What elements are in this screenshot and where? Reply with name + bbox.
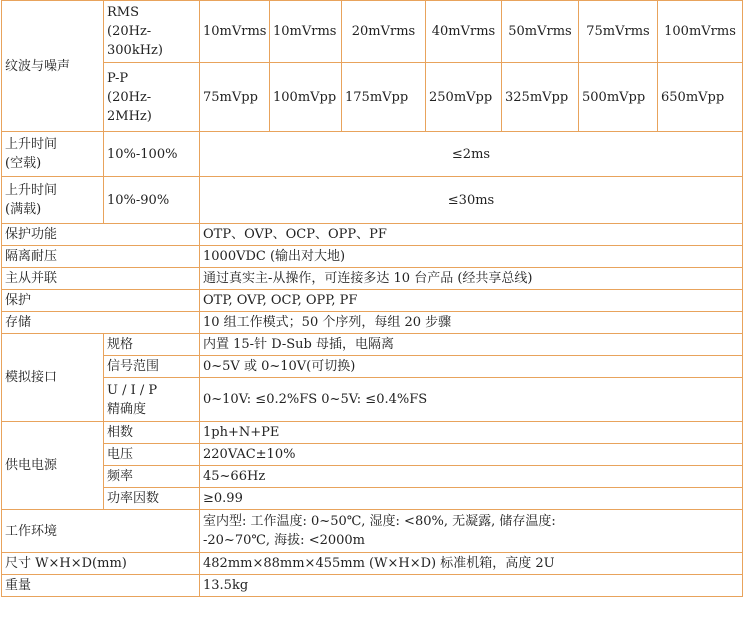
power-phase-label: 相数 (104, 422, 200, 444)
rms-label-line: 300kHz) (107, 43, 163, 58)
rms-label (104, 1, 200, 63)
pp-label-line: 2MHz) (107, 108, 152, 124)
analog-spec-value: 内置 15-针 D-Sub 母插，电隔离 (200, 334, 743, 356)
master-slave-value: 通过真实主-从操作，可连接多达 10 台产品 (经共享总线) (200, 268, 743, 290)
rms-label-line: RMS (107, 5, 140, 20)
spec-table (1, 0, 743, 597)
table-row (2, 466, 743, 488)
ripple-label: 纹波与噪声 (2, 1, 104, 132)
isolation-label: 隔离耐压 (2, 246, 200, 268)
analog-range-value: 0~5V 或 0~10V(可切换) (200, 356, 743, 378)
table-row (2, 246, 743, 268)
power-label: 供电电源 (2, 422, 104, 510)
pp-label-line: P-P (107, 70, 129, 86)
table-row (2, 488, 743, 510)
analog-accuracy-value: 0~10V: ≤0.2%FS 0~5V: ≤0.4%FS (200, 378, 743, 422)
protection-label: 保护 (2, 290, 200, 312)
rise-no-load-label (2, 132, 104, 177)
table-row (2, 575, 743, 597)
table-row (2, 510, 743, 553)
table-row (2, 1, 743, 63)
table-row (2, 63, 743, 132)
pp-value: 500mVpp (579, 63, 658, 132)
rms-value: 50mVrms (502, 1, 579, 63)
table-row (2, 422, 743, 444)
weight-value: 13.5kg (200, 575, 743, 597)
rise-no-load-range: 10%-100% (104, 132, 200, 177)
pp-label-line: (20Hz- (107, 89, 152, 105)
rise-no-load-value: ≤2ms (200, 132, 743, 177)
weight-label: 重量 (2, 575, 200, 597)
storage-label: 存储 (2, 312, 200, 334)
table-row (2, 444, 743, 466)
table-row (2, 553, 743, 575)
pp-label (104, 63, 200, 132)
analog-spec-label: 规格 (104, 334, 200, 356)
rms-value: 75mVrms (579, 1, 658, 63)
table-row (2, 224, 743, 246)
pp-value: 175mVpp (342, 63, 426, 132)
pp-value: 75mVpp (200, 63, 270, 132)
rms-value: 100mVrms (658, 1, 743, 63)
protection-function-label: 保护功能 (2, 224, 200, 246)
environment-value-line: -20~70℃, 海拔: <2000m (203, 533, 365, 548)
table-row (2, 312, 743, 334)
power-frequency-value: 45~66Hz (200, 466, 743, 488)
rise-no-load-label-line: 上升时间 (5, 137, 58, 152)
table-row (2, 334, 743, 356)
rms-value: 20mVrms (342, 1, 426, 63)
pp-value: 250mVpp (426, 63, 502, 132)
rise-full-load-range: 10%-90% (104, 177, 200, 224)
rise-no-load-label-line: (空载) (5, 156, 42, 171)
power-voltage-label: 电压 (104, 444, 200, 466)
rise-full-load-value: ≤30ms (200, 177, 743, 224)
table-row (2, 132, 743, 177)
analog-accuracy-label (104, 378, 200, 422)
environment-value-line: 室内型: 工作温度: 0~50℃, 湿度: <80%, 无凝露, 储存温度: (203, 514, 556, 529)
power-voltage-value: 220VAC±10% (200, 444, 743, 466)
power-pf-value: ≥0.99 (200, 488, 743, 510)
protection-value: OTP, OVP, OCP, OPP, PF (200, 290, 743, 312)
analog-label: 模拟接口 (2, 334, 104, 422)
master-slave-label: 主从并联 (2, 268, 200, 290)
table-row (2, 290, 743, 312)
pp-value: 650mVpp (658, 63, 743, 132)
analog-accuracy-label-line: 精确度 (107, 401, 147, 417)
rms-label-line: (20Hz- (107, 24, 152, 39)
rms-value: 10mVrms (270, 1, 342, 63)
dimensions-value: 482mm×88mm×455mm (W×H×D) 标准机箱，高度 2U (200, 553, 743, 575)
analog-range-label: 信号范围 (104, 356, 200, 378)
rms-value: 40mVrms (426, 1, 502, 63)
rise-full-load-label-line: 上升时间 (5, 183, 58, 198)
rms-value: 10mVrms (200, 1, 270, 63)
table-row (2, 177, 743, 224)
environment-value (200, 510, 743, 553)
dimensions-label: 尺寸 W×H×D(mm) (2, 553, 200, 575)
rise-full-load-label-line: (满载) (5, 202, 42, 217)
power-phase-value: 1ph+N+PE (200, 422, 743, 444)
table-row (2, 356, 743, 378)
power-frequency-label: 频率 (104, 466, 200, 488)
protection-function-value: OTP、OVP、OCP、OPP、PF (200, 224, 743, 246)
pp-value: 325mVpp (502, 63, 579, 132)
isolation-value: 1000VDC (输出对大地) (200, 246, 743, 268)
table-row (2, 268, 743, 290)
rise-full-load-label (2, 177, 104, 224)
power-pf-label: 功率因数 (104, 488, 200, 510)
pp-value: 100mVpp (270, 63, 342, 132)
storage-value: 10 组工作模式；50 个序列，每组 20 步骤 (200, 312, 743, 334)
analog-accuracy-label-line: U / I / P (107, 382, 158, 398)
environment-label: 工作环境 (2, 510, 200, 553)
table-row (2, 378, 743, 422)
